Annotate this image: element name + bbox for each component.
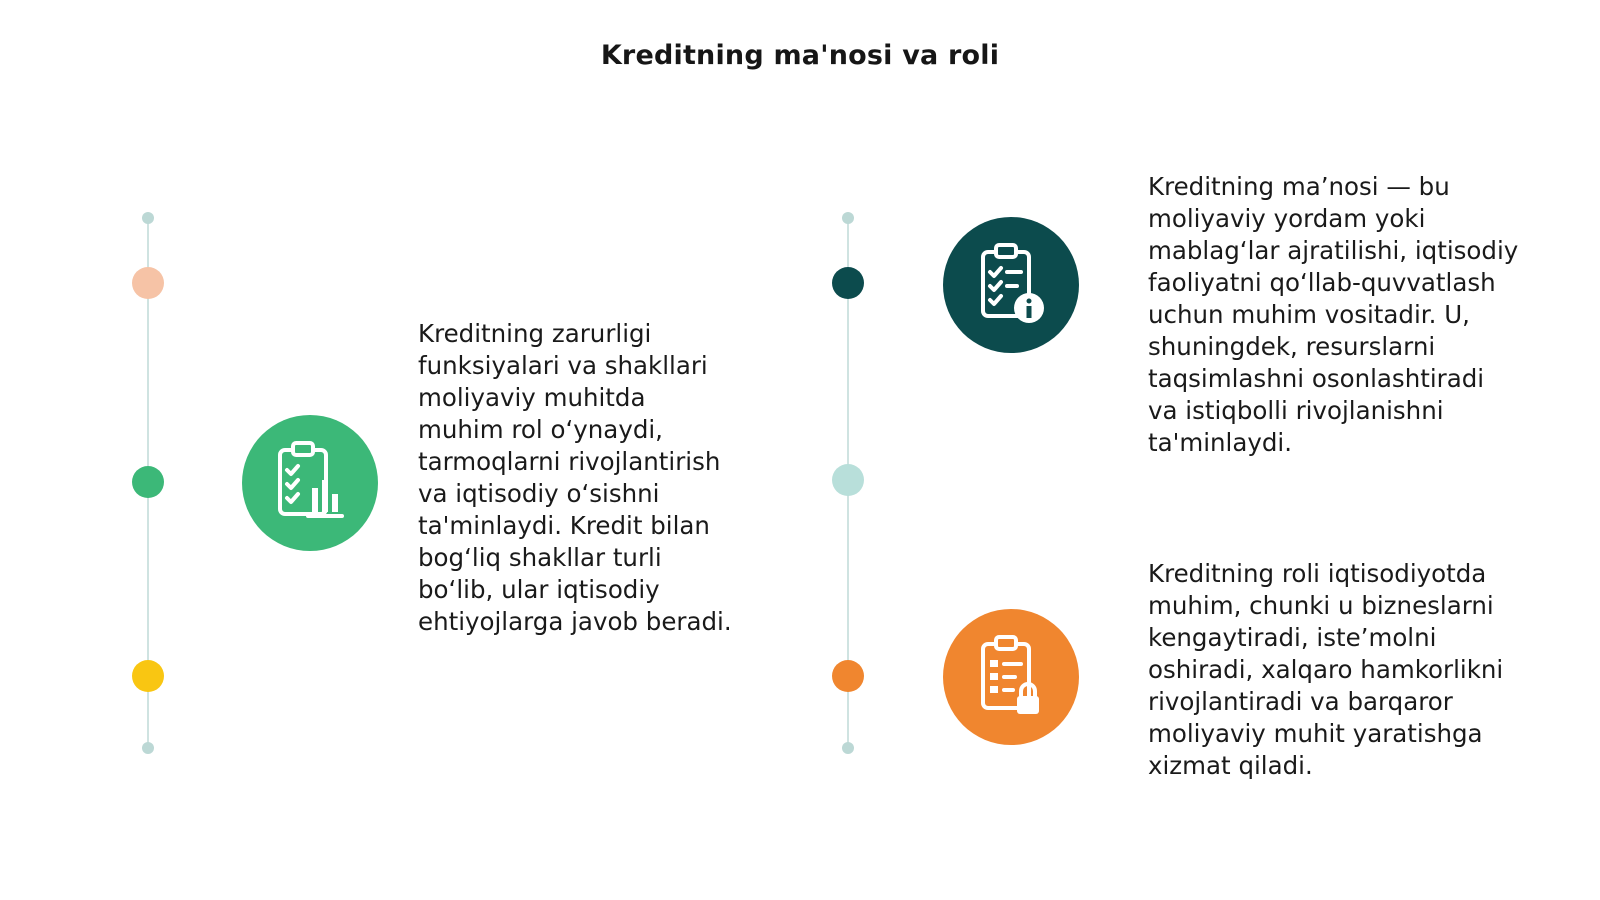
left-text-block: Kreditning zarurligi funksiyalari va shakllari moliyaviy muhitda muhim rol o‘ynaydi, tarmoqlarni rivojlantirish va iqtisodiy o‘sishni ta'minlaydi. Kredit bilan bog‘liq shakllar turli bo‘lib, ular iqtisodiy ehtiyojlarga javob beradi. <box>418 319 732 636</box>
left-timeline-yellow-dot <box>132 660 164 692</box>
clipboard-lock-icon <box>943 609 1079 745</box>
left-timeline-start-dot <box>142 212 154 224</box>
right-timeline-start-dot <box>842 212 854 224</box>
slide-title: Kreditning ma'nosi va roli <box>600 40 1000 71</box>
left-timeline-peach-dot <box>132 267 164 299</box>
right-bottom-text-block: Kreditning roli iqtisodiyotda muhim, chunki u bizneslarni kengaytiradi, iste’molni oshiradi, xalqaro hamkorlikni rivojlantiradi va barqaror moliyaviy muhit yaratishga xizmat qiladi. <box>1148 559 1504 780</box>
clipboard-chart-icon <box>242 415 378 551</box>
clipboard-info-icon <box>943 217 1079 353</box>
right-top-text-block: Kreditning ma’nosi — bu moliyaviy yordam yoki mablag‘lar ajratilishi, iqtisodiy faoliyatni qo‘llab-quvvatlash uchun muhim vositadir. U, shuningdek, resurslarni taqsimlashni osonlashtiradi va istiqbolli rivojlanishni ta'minlaydi. <box>1148 172 1519 457</box>
right-timeline-teal-dot <box>832 267 864 299</box>
right-timeline-end-dot <box>842 742 854 754</box>
right-timeline <box>828 210 868 758</box>
left-timeline <box>128 210 168 758</box>
left-timeline-end-dot <box>142 742 154 754</box>
right-timeline-orange-dot <box>832 660 864 692</box>
right-timeline-mint-dot <box>832 464 864 496</box>
left-timeline-green-dot <box>132 466 164 498</box>
